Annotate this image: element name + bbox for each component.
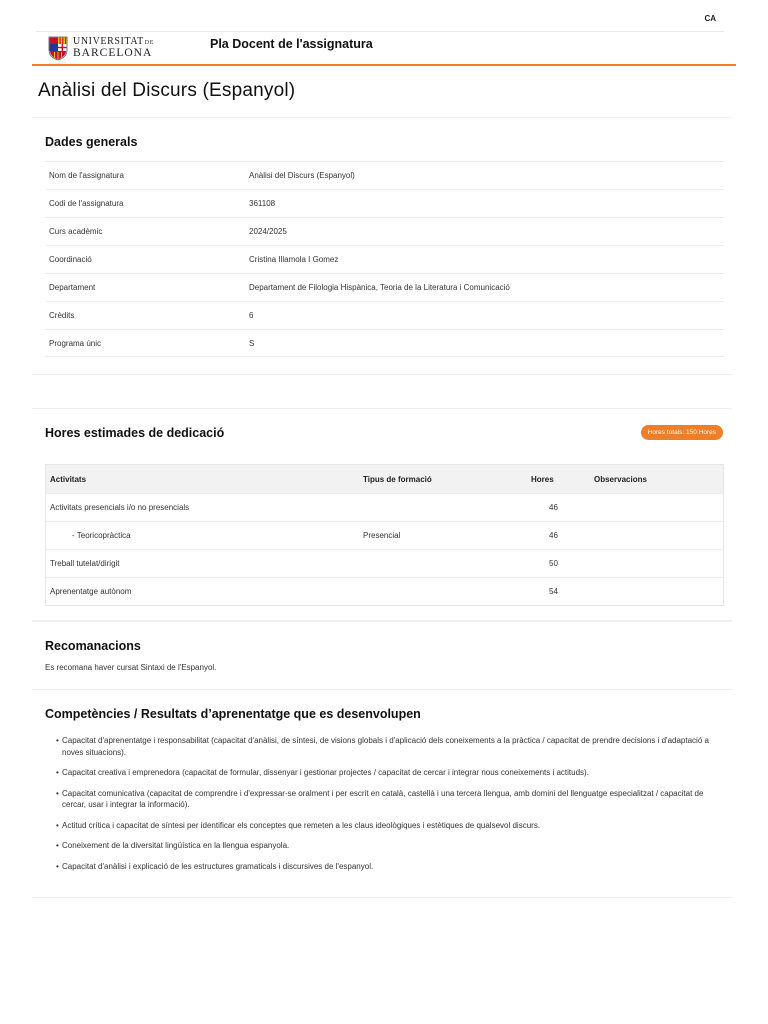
list-item: • Capacitat d'anàlisi i explicació de les estructures gramaticals i discursives de l'espanyol.	[56, 861, 716, 873]
row-value: S	[249, 338, 255, 348]
column-header-observations: Observacions	[594, 474, 647, 484]
hours-heading: Hores estimades de dedicació	[45, 426, 225, 440]
row-value: Anàlisi del Discurs (Espanyol)	[249, 171, 355, 180]
cell-hours: 46	[549, 531, 558, 540]
row-value: 2024/2025	[249, 227, 287, 236]
table-row	[45, 329, 724, 357]
row-key: Nom de l'assignatura	[49, 171, 124, 180]
table-row	[45, 273, 724, 301]
table-row	[45, 301, 724, 329]
column-header-type: Tipus de formació	[363, 474, 432, 484]
table-row	[45, 217, 724, 245]
row-key: Codi de l'assignatura	[49, 199, 124, 208]
row-value: Cristina Illamola I Gomez	[249, 255, 339, 264]
logo-de: DE	[144, 39, 154, 46]
row-key: Departament	[49, 283, 96, 292]
row-key: Programa únic	[49, 338, 102, 348]
row-key: Coordinació	[49, 255, 92, 264]
row-key: Crèdits	[49, 311, 75, 320]
header-accent-line	[32, 64, 736, 66]
header-title: Pla Docent de l'assignatura	[210, 37, 373, 51]
cell-hours: 54	[549, 587, 558, 596]
cell-activity: Treball tutelat/dirigit	[50, 559, 120, 568]
table-header-row	[46, 465, 723, 493]
competences-list	[56, 735, 716, 881]
column-header-activity: Activitats	[50, 474, 87, 484]
list-item: • Coneixement de la diversitat lingüística en la llengua espanyola.	[56, 840, 716, 852]
list-item: • Capacitat d'aprenentatge i responsabilitat (capacitat d'anàlisi, de síntesi, de visions globals i d'aplicació dels coneixements a la pràctica / capacitat de prendre decisions i d'adaptació a noves situacions).	[56, 735, 716, 758]
cell-hours: 50	[549, 559, 558, 568]
general-data-table	[45, 161, 724, 357]
university-crest-icon	[48, 35, 68, 61]
row-value: 6	[249, 311, 254, 320]
table-row	[45, 161, 724, 189]
hours-table	[45, 464, 724, 606]
list-item: • Capacitat comunicativa (capacitat de comprendre i d'expressar-se oralment i per escrit en català, castellà i una tercera llengua, amb domini del llenguatge especialitzat / capacitat de cercar, usar i integrar la informació).	[56, 788, 716, 811]
logo-line1: UNIVERSITAT	[73, 35, 144, 47]
table-row	[46, 493, 723, 521]
row-key: Curs acadèmic	[49, 227, 103, 236]
table-row	[46, 549, 723, 577]
page-title: Anàlisi del Discurs (Espanyol)	[38, 80, 296, 101]
cell-activity: - Teoricopràctica	[72, 531, 131, 540]
cell-type: Presencial	[363, 531, 401, 540]
cell-activity: Activitats presencials i/o no presencials	[50, 503, 190, 512]
list-item: • Actitud crítica i capacitat de síntesi per identificar els conceptes que remeten a les claus ideològiques i estètiques de qualsevol discurs.	[56, 820, 716, 832]
row-value: 361108	[249, 199, 276, 208]
logo-line2: BARCELONA	[73, 46, 153, 59]
recommendations-text: Es recomana haver cursat Sintaxi de l'Espanyol.	[45, 663, 217, 672]
column-header-hours: Hores	[531, 474, 554, 484]
recommendations-section	[32, 621, 732, 690]
logo-wordmark	[73, 37, 154, 60]
table-row	[46, 521, 723, 549]
competences-heading: Competències / Resultats d’aprenentatge que es desenvolupen	[45, 707, 421, 721]
list-item: • Capacitat creativa i emprenedora (capacitat de formular, dissenyar i gestionar projectes / capacitat de cercar i integrar nous coneixements i actituds).	[56, 767, 716, 779]
recommendations-heading: Recomanacions	[45, 639, 141, 653]
cell-activity: Aprenentatge autònom	[50, 587, 132, 596]
university-logo[interactable]	[48, 35, 154, 61]
site-header	[48, 30, 373, 66]
general-data-heading: Dades generals	[45, 135, 138, 149]
table-row	[45, 245, 724, 273]
table-row	[45, 189, 724, 217]
row-value: Departament de Filologia Hispànica, Teoria de la Literatura i Comunicació	[249, 283, 510, 292]
language-selector[interactable]: CA	[704, 14, 716, 23]
total-hours-badge: Hores totals: 150 Hores	[641, 425, 723, 440]
cell-hours: 46	[549, 503, 558, 512]
table-row	[46, 577, 723, 605]
